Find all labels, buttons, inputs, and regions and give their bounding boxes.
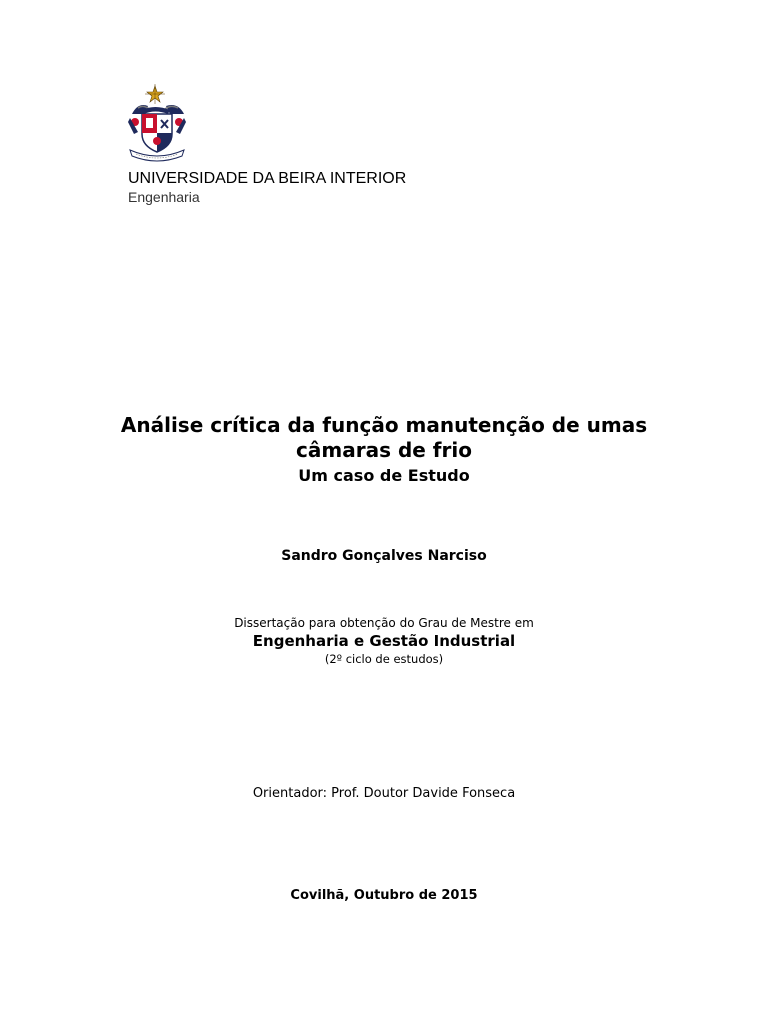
author-name: Sandro Gonçalves Narciso: [281, 548, 487, 564]
advisor-line: Orientador: Prof. Doutor Davide Fonseca: [252, 786, 516, 801]
star-crest-icon: [145, 84, 165, 104]
degree-name: Engenharia e Gestão Industrial: [252, 632, 516, 650]
faculty-name: Engenharia: [128, 189, 200, 205]
place-and-date: Covilhã, Outubro de 2015: [290, 888, 478, 903]
institution-block: [128, 169, 406, 206]
dissertation-subtitle: Um caso de Estudo: [298, 466, 470, 485]
dissertation-title: [0, 413, 768, 463]
university-coat-of-arms-icon: [124, 84, 190, 164]
title-line-1: Análise crítica da função manutenção de umas: [120, 413, 648, 437]
university-name: UNIVERSIDADE DA BEIRA INTERIOR: [128, 170, 407, 187]
dissertation-statement: Dissertação para obtenção do Grau de Mestre em: [234, 616, 534, 630]
title-line-2: câmaras de frio: [296, 438, 472, 462]
study-cycle: (2º ciclo de estudos): [324, 652, 444, 666]
